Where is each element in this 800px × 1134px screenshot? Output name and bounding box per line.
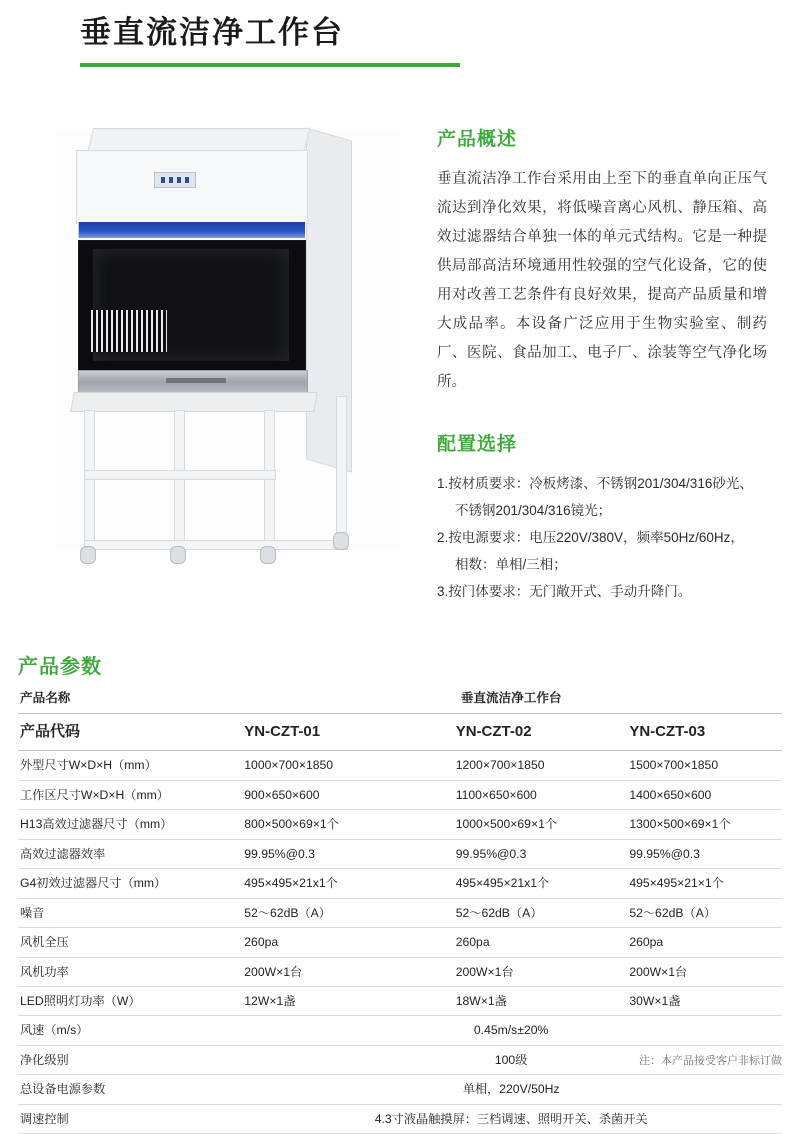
list-item	[437, 470, 767, 524]
row-value-merged: 4.3寸液晶触摸屏：三档调速、照明开关、杀菌开关	[242, 1104, 782, 1133]
title-underline-rule	[80, 63, 460, 67]
row-label: H13高效过滤器尺寸（mm）	[18, 810, 242, 839]
config-list	[437, 470, 767, 605]
row-label: 噪音	[18, 898, 242, 927]
table-row	[18, 751, 782, 780]
table-row	[18, 928, 782, 957]
page-title: 垂直流洁净工作台	[80, 15, 344, 50]
row-value-3: 1500×700×1850	[627, 751, 782, 780]
row-label: 外型尺寸W×D×H（mm）	[18, 751, 242, 780]
row-label: 风速（m/s）	[18, 1016, 242, 1045]
table-row	[18, 684, 782, 714]
table-row	[18, 714, 782, 751]
panel-led-4-icon	[185, 177, 189, 183]
stand-leg	[336, 396, 347, 536]
row-label: 总设备电源参数	[18, 1075, 242, 1104]
table-row	[18, 780, 782, 809]
stand-rail	[84, 470, 276, 480]
panel-led-2-icon	[169, 177, 173, 183]
row-value-3: 1400×650×600	[627, 780, 782, 809]
cabinet-blue-lightbar	[78, 222, 305, 238]
params-heading: 产品参数	[18, 656, 102, 678]
table-row	[18, 957, 782, 986]
panel-led-1-icon	[161, 177, 165, 183]
param-name-value: 垂直流洁净工作台	[242, 684, 782, 714]
worktop-handle	[166, 378, 226, 383]
row-value-1: 260pa	[242, 928, 453, 957]
table-row	[18, 810, 782, 839]
product-photo	[36, 110, 416, 570]
row-label: 工作区尺寸W×D×H（mm）	[18, 780, 242, 809]
row-value-merged: 100级	[242, 1045, 782, 1074]
row-value-3: 495×495×21×1个	[627, 869, 782, 898]
footnote: 注：本产品接受客户非标订做	[639, 1055, 782, 1067]
row-value-2: 1200×700×1850	[454, 751, 628, 780]
right-text-column	[437, 124, 767, 605]
row-value-3: 30W×1盏	[627, 987, 782, 1016]
row-value-1: 99.95%@0.3	[242, 839, 453, 868]
table-row	[18, 839, 782, 868]
config-item-lead: 3.按门体要求：无门敞开式、手动升降门。	[437, 584, 692, 599]
product-code-3: YN-CZT-03	[627, 714, 782, 751]
air-grille	[91, 310, 167, 352]
row-value-2: 18W×1盏	[454, 987, 628, 1016]
param-name-label: 产品名称	[18, 684, 242, 714]
caster-wheel-icon	[80, 546, 96, 564]
table-row	[18, 869, 782, 898]
list-item	[437, 524, 767, 578]
table-row	[18, 1104, 782, 1133]
row-value-3: 52～62dB（A）	[627, 898, 782, 927]
row-value-1: 12W×1盏	[242, 987, 453, 1016]
config-item-cont: 不锈钢201/304/316镜光；	[455, 503, 612, 518]
row-label: 高效过滤器效率	[18, 839, 242, 868]
table-row	[18, 1016, 782, 1045]
cabinet-glass-window	[78, 240, 306, 372]
caster-wheel-icon	[170, 546, 186, 564]
caster-wheel-icon	[260, 546, 276, 564]
worktop-front-edge	[70, 392, 318, 412]
product-code-2: YN-CZT-02	[454, 714, 628, 751]
row-value-1: 1000×700×1850	[242, 751, 453, 780]
table-row	[18, 987, 782, 1016]
row-value-2: 52～62dB（A）	[454, 898, 628, 927]
row-label: 净化级别	[18, 1045, 242, 1074]
row-value-2: 200W×1台	[454, 957, 628, 986]
overview-heading: 产品概述	[437, 129, 518, 150]
row-value-1: 800×500×69×1个	[242, 810, 453, 839]
config-item-cont: 相数：单相/三相；	[455, 557, 567, 572]
config-heading: 配置选择	[437, 434, 518, 455]
row-value-2: 1000×500×69×1个	[454, 810, 628, 839]
row-value-2: 495×495×21x1个	[454, 869, 628, 898]
row-value-1: 900×650×600	[242, 780, 453, 809]
stand-leg	[174, 410, 185, 550]
row-value-merged: 0.45m/s±20%	[242, 1016, 782, 1045]
control-panel-icon	[154, 172, 196, 188]
row-value-3: 99.95%@0.3	[627, 839, 782, 868]
config-item-lead: 2.按电源要求：电压220V/380V，频率50Hz/60Hz，	[437, 530, 744, 545]
stand-rail	[84, 540, 348, 550]
overview-text: 垂直流洁净工作台采用由上至下的垂直单向正压气流达到净化效果，将低噪音离心风机、静压箱、高效过滤器结合单独一体的单元式结构。它是一种提供局部高洁环境通用性较强的空气化设备，它的使用对改善工艺条件有良好效果，提高产品质量和增大成品率。本设备广泛应用于生物实验室、制药厂、医院、食品加工、电子厂、涂装等空气净化场所。	[437, 171, 767, 390]
row-value-3: 200W×1台	[627, 957, 782, 986]
row-label: 风机功率	[18, 957, 242, 986]
row-value-merged: 单相，220V/50Hz	[242, 1075, 782, 1104]
row-label: G4初效过滤器尺寸（mm）	[18, 869, 242, 898]
panel-led-3-icon	[177, 177, 181, 183]
caster-wheel-icon	[333, 532, 349, 550]
config-item-lead: 1.按材质要求：冷板烤漆、不锈钢201/304/316砂光、	[437, 476, 753, 491]
product-code-1: YN-CZT-01	[242, 714, 453, 751]
row-value-3: 260pa	[627, 928, 782, 957]
row-value-1: 52～62dB（A）	[242, 898, 453, 927]
row-value-1: 200W×1台	[242, 957, 453, 986]
list-item	[437, 578, 767, 605]
row-label: LED照明灯功率（W）	[18, 987, 242, 1016]
table-row	[18, 898, 782, 927]
row-value-2: 99.95%@0.3	[454, 839, 628, 868]
row-label: 调速控制	[18, 1104, 242, 1133]
stand-leg	[84, 410, 95, 550]
stand-leg	[264, 410, 275, 550]
row-value-2: 260pa	[454, 928, 628, 957]
row-label: 风机全压	[18, 928, 242, 957]
param-code-label: 产品代码	[18, 714, 242, 751]
table-row	[18, 1075, 782, 1104]
row-value-2: 1100×650×600	[454, 780, 628, 809]
page-title-wrap	[80, 16, 344, 50]
row-value-1: 495×495×21x1个	[242, 869, 453, 898]
row-value-3: 1300×500×69×1个	[627, 810, 782, 839]
